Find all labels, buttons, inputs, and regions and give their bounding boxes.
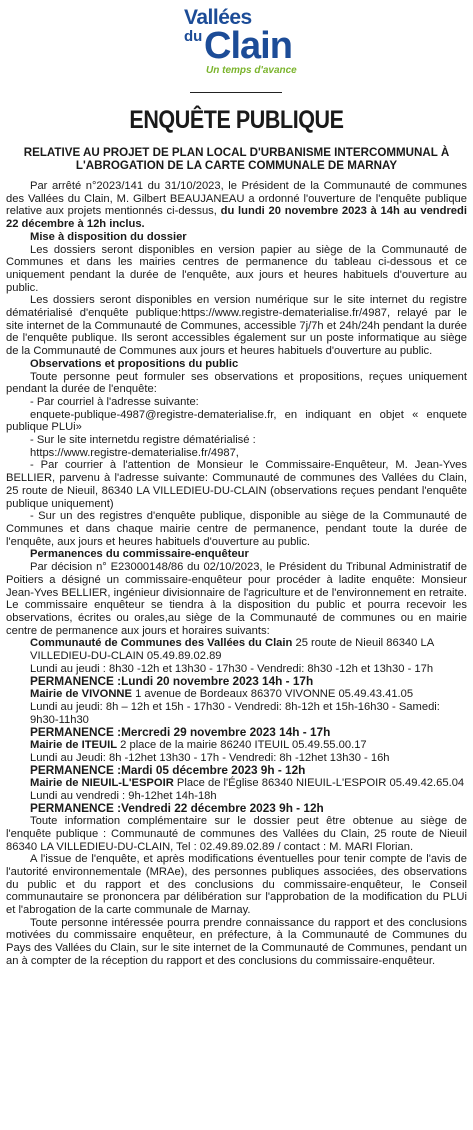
observations-paragraph-1: Toute personne peut formuler ses observations et propositions, reçues uniquement pendant la durée de l'enquête:	[6, 370, 467, 396]
place-permanence: PERMANENCE :Mercredi 29 novembre 2023 14h - 17h	[30, 725, 331, 740]
place-hours: Lundi au jeudi: 8h – 12h et 15h - 17h30 - Vendredi: 8h-12h et 15h-16h30 - Samedi: 9h30-11h30	[30, 700, 440, 726]
place-address: Mairie de ITEUIL 2 place de la mairie 86240 ITEUIL 05.49.55.00.17	[30, 738, 367, 751]
closing-paragraph-3: Toute personne intéressée pourra prendre connaissance du rapport et des conclusions motivées du commissaire enquêteur, en préfecture, à la Communauté de Communes du Pays des Vallées du Clain, sur le site internet de la Communauté de Communes, pendant un an à compter de la réception du rapport et des conclusions du commissaire-enquêteur.	[6, 916, 467, 967]
place-permanence: PERMANENCE :Lundi 20 novembre 2023 14h - 17h	[30, 674, 314, 689]
place-permanence: PERMANENCE :Mardi 05 décembre 2023 9h - 12h	[30, 763, 306, 778]
intro-dates: du lundi 20 novembre 2023 à 14h au vendredi 22 décembre à 12h inclus.	[6, 205, 467, 231]
vallees-du-clain-logo	[176, 4, 298, 78]
observations-email-label: - Par courriel à l'adresse suivante:	[30, 395, 199, 408]
place-hours: Lundi au jeudi : 8h30 -12h et 13h30 - 17h30 - Vendredi: 8h30 -12h et 13h30 - 17h	[30, 662, 434, 675]
dossier-paragraph-1: Les dossiers seront disponibles en version papier au siège de la Communauté de Communes et dans les mairies centres de permanence du tableau ci-dessous et ce uniquement pendant la durée de l'enquête, aux jours et heures habituels d'ouverture au public.	[6, 243, 467, 294]
observations-registers: - Sur un des registres d'enquête publique, disponible au siège de la Communauté de Communes et dans chaque mairie centre de permanence, pendant toute la durée de l'enquête, aux jours et heures habituels d'ouverture au public.	[6, 510, 467, 548]
intro-paragraph	[6, 180, 467, 231]
logo-line2: du	[184, 28, 203, 45]
section-heading-dossier: Mise à disposition du dossier	[30, 230, 187, 243]
permanences-paragraph: Par décision n° E23000148/86 du 02/10/2023, le Président du Tribunal Administratif de Poitiers a désigné un commissaire-enquêteur pour procéder à ladite enquête: Monsieur Jean-Yves BELLIER, ingénieur divisionnaire de l'agriculture et de l'environnement en retraite. Le commissaire enquêteur se tiendra à la disposition du public et pourra recevoir les observations, écrites ou orales,au siège de la Communauté de communes ou en mairie centre de permanence aux jours et horaires suivants:	[6, 561, 467, 637]
closing-paragraph-2: A l'issue de l'enquête, et après modifications éventuelles pour tenir compte de l'avis de l'autorité environnementale (MRAe), des personnes publiques associées, des observations du public et du rapport et des conclusions du commissaire-enquêteur, le Conseil communautaire se prononcera par délibération sur l'approbation de la modification du PLUi et l'abrogation de la carte communale de Marnay.	[6, 853, 467, 917]
place-address: Communauté de Communes des Vallées du Clain 25 route de Nieuil 86340 LA VILLEDIEU-DU-CLAIN 05.49.89.02.89	[30, 637, 434, 663]
page-title: ENQUÊTE PUBLIQUE	[129, 106, 344, 134]
logo-tagline: Un temps d'avance	[206, 65, 297, 76]
dossier-paragraph-2: Les dossiers seront disponibles en version numérique sur le site internet du registre dématérialisé d'enquête publique:https://www.registre-dematerialise.fr/4987, relayé par le site internet de la Communauté de Communes, accessible 7j/7h et 24h/24h pendant la durée de l'enquête publique. Ils seront accessibles également sur un poste informatique au siège de la Communauté de Communes aux jours et heures habituels d'ouverture au public.	[6, 294, 467, 358]
place-hours: Lundi au Jeudi: 8h -12het 13h30 - 17h - Vendredi: 8h -12het 13h30 - 16h	[30, 751, 390, 764]
logo-line3: Clain	[204, 25, 292, 67]
observations-mail: - Par courrier à l'attention de Monsieur le Commissaire-Enquêteur, M. Jean-Yves BELLIER, parvenu à l'adresse suivante: Communauté de communes des Vallées du Clain, 25 route de Nieuil, 86340 LA VILLEDIEU-DU-CLAIN (observations reçues pendant l'enquête publique uniquement)	[6, 459, 467, 510]
section-heading-permanences: Permanences du commissaire-enquêteur	[30, 548, 249, 561]
observations-web-url: https://www.registre-dematerialise.fr/4987,	[30, 446, 239, 459]
intro-text: Par arrêté n°2023/141 du 31/10/2023, le Président de la Communauté de communes des Vallées du Clain, M. Gilbert BEAUJANEAU a ordonné l'ouverture de l'enquête publique relative aux projets mentionnés ci-dessus,	[6, 180, 467, 218]
page-subtitle: RELATIVE AU PROJET DE PLAN LOCAL D'URBANISME INTERCOMMUNAL À L'ABROGATION DE LA CARTE COMMUNALE DE MARNAY	[23, 146, 450, 172]
observations-web-label: - Sur le site internetdu registre dématérialisé :	[30, 434, 256, 447]
logo-line1: Vallées	[184, 6, 252, 29]
notice-body	[6, 180, 467, 968]
place-address: Mairie de VIVONNE 1 avenue de Bordeaux 86370 VIVONNE 05.49.43.41.05	[30, 688, 414, 701]
place-address: Mairie de NIEUIL-L'ESPOIR Place de l'Église 86340 NIEUIL-L'ESPOIR 05.49.42.65.04	[30, 777, 465, 790]
section-heading-observations: Observations et propositions du public	[30, 357, 239, 370]
place-hours: Lundi au vendredi : 9h-12het 14h-18h	[30, 789, 217, 802]
divider	[190, 92, 282, 93]
place-permanence: PERMANENCE :Vendredi 22 décembre 2023 9h - 12h	[30, 801, 324, 816]
observations-email: enquete-publique-4987@registre-dematerialise.fr, en indiquant en objet « enquete publique PLUi»	[6, 408, 467, 434]
closing-paragraph-1: Toute information complémentaire sur le dossier peut être obtenue au siège de l'enquête publique : Communauté de communes des Vallées du Clain, 25 route de Nieuil 86340 LA VILLEDIEU-DU-CLAIN, Tel : 02.49.89.02.89 / contact : M. MARI Florian.	[6, 815, 467, 853]
